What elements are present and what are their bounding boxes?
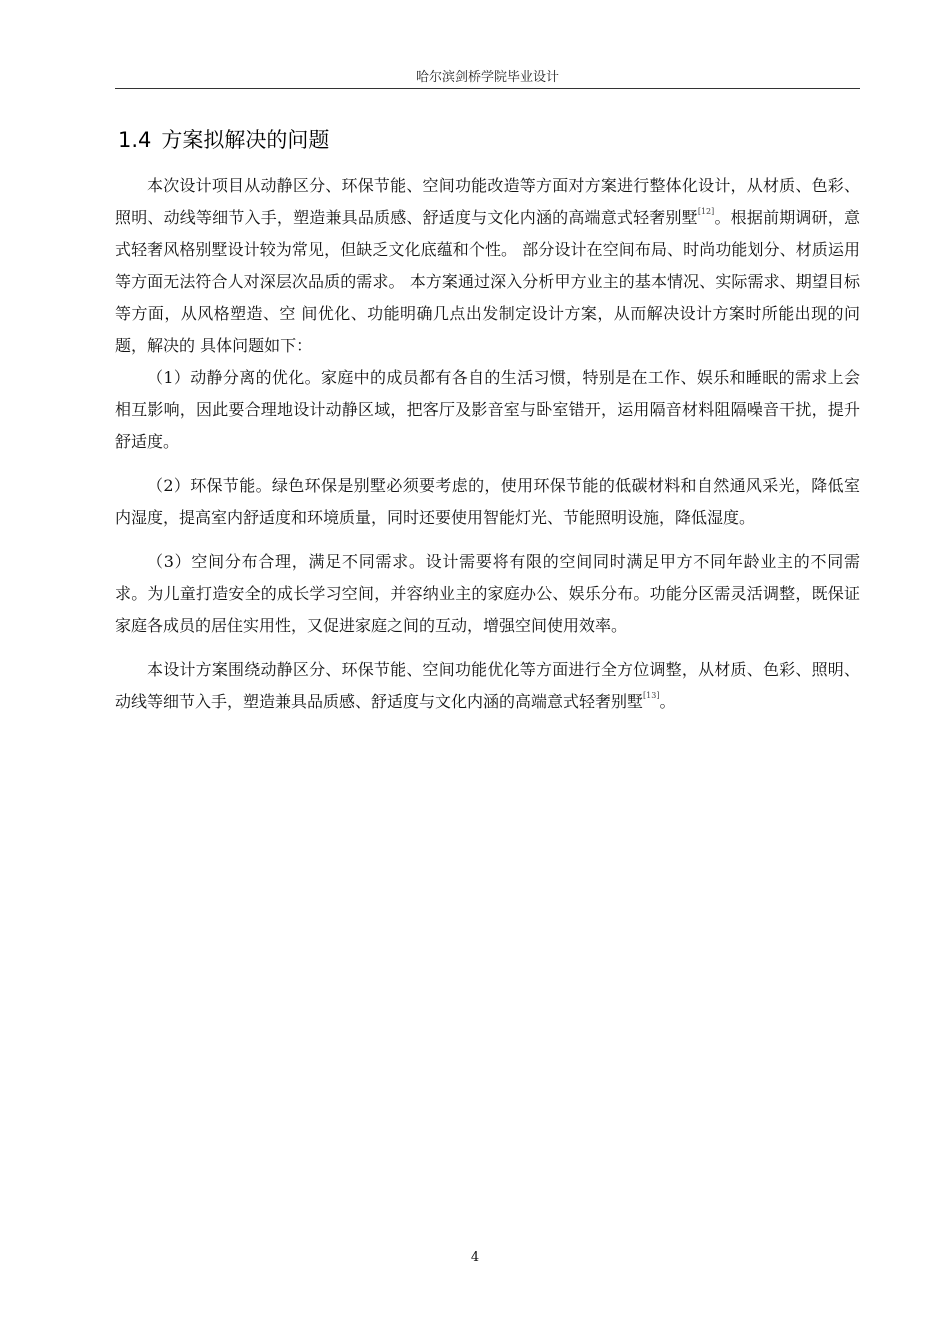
page-number: 4	[470, 1250, 480, 1265]
header-divider	[115, 88, 860, 89]
paragraph-intro-text-a: 本次设计项目从动静区分、环保节能、空间功能改造等方面对方案进行整体化设计，从材质、色彩、照明、动线等细节入手，塑造兼具品质感、舒适度与文化内涵的高端意式轻奢别墅	[115, 176, 860, 227]
paragraph-summary-text-a: 本设计方案围绕动静区分、环保节能、空间功能优化等方面进行全方位调整，从材质、色彩、照明、动线等细节入手，塑造兼具品质感、舒适度与文化内涵的高端意式轻奢别墅	[115, 660, 860, 711]
paragraph-intro-text-b: 。根据前期调研，意式轻奢风格别墅设计较为常见，但缺乏文化底蕴和个性。 部分设计在空间布局、时尚功能划分、材质运用等方面无法符合人对深层次品质的需求。 本方案通过深入分析甲方业主的基本情况、实际需求、期望目标等方面，从风格塑造、空 间优化、功能明确几点出发制定设计方案，从而解决设计方案时所能出现的问题，解决的 具体问题如下：	[115, 208, 860, 355]
paragraph-intro	[115, 170, 860, 362]
section-title: 方案拟解决的问题	[161, 128, 330, 152]
citation-12: [12]	[697, 207, 715, 216]
paragraph-item-1: （1）动静分离的优化。家庭中的成员都有各自的生活习惯，特别是在工作、娱乐和睡眠的需求上会相互影响，因此要合理地设计动静区域，把客厅及影音室与卧室错开，运用隔音材料阻隔噪音干扰，提升舒适度。	[115, 368, 860, 451]
page-header-title: 哈尔滨剑桥学院毕业设计	[415, 70, 559, 85]
paragraph-summary	[115, 654, 860, 718]
paragraph-item-3: （3）空间分布合理，满足不同需求。设计需要将有限的空间同时满足甲方不同年龄业主的不同需求。为儿童打造安全的成长学习空间，并容纳业主的家庭办公、娱乐分布。功能分区需灵活调整，既保证家庭各成员的居住实用性，又促进家庭之间的互动，增强空间使用效率。	[115, 552, 860, 635]
paragraph-item-2: （2）环保节能。绿色环保是别墅必须要考虑的，使用环保节能的低碳材料和自然通风采光，降低室内湿度，提高室内舒适度和环境质量，同时还要使用智能灯光、节能照明设施，降低湿度。	[115, 476, 860, 527]
section-number: 1.4	[118, 128, 152, 152]
paragraph-summary-text-b: 。	[659, 692, 676, 711]
citation-13: [13]	[643, 691, 660, 700]
section-heading	[118, 124, 329, 154]
body-content	[115, 170, 860, 718]
